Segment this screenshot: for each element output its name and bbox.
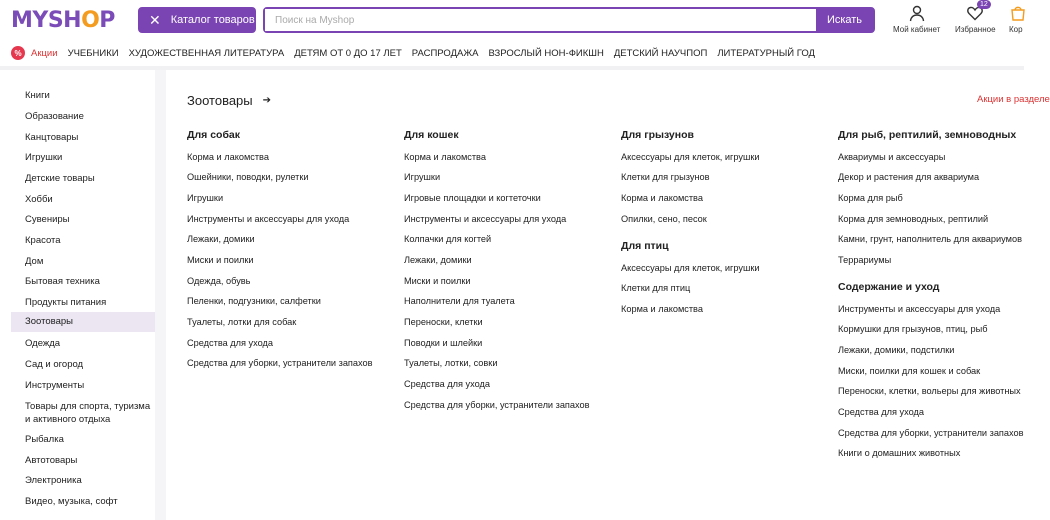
page-title[interactable] bbox=[187, 93, 271, 108]
group-title-dogs[interactable]: Для собак bbox=[187, 129, 241, 141]
top-navigation bbox=[0, 42, 1024, 64]
sidebar-item-books[interactable]: Книги bbox=[25, 90, 50, 101]
sidebar-item-clothes[interactable]: Одежда bbox=[25, 338, 61, 349]
nav-link-kids-science[interactable]: ДЕТСКИЙ НАУЧПОП bbox=[613, 47, 708, 59]
nav-link-sale[interactable]: РАСПРОДАЖА bbox=[411, 47, 479, 59]
category-link[interactable]: Средства для уборки, устранители запахов bbox=[404, 400, 590, 410]
category-link[interactable]: Миски и поилки bbox=[404, 276, 471, 286]
category-link[interactable]: Камни, грунт, наполнитель для аквариумов bbox=[838, 234, 1022, 244]
category-panel bbox=[166, 70, 1050, 520]
group-title-care[interactable]: Содержание и уход bbox=[838, 281, 940, 293]
category-link[interactable]: Игрушки bbox=[187, 193, 224, 203]
close-icon: ✕ bbox=[149, 12, 161, 28]
category-link[interactable]: Переноски, клетки, вольеры для животных bbox=[838, 386, 1021, 396]
nav-link-fiction[interactable]: ХУДОЖЕСТВЕННАЯ ЛИТЕРАТУРА bbox=[128, 47, 285, 59]
sidebar-item-pet-goods[interactable]: Зоотовары bbox=[11, 312, 155, 332]
category-link[interactable]: Корма и лакомства bbox=[404, 152, 486, 162]
category-link[interactable]: Пеленки, подгузники, салфетки bbox=[187, 296, 321, 306]
category-link[interactable]: Декор и растения для аквариума bbox=[838, 172, 980, 182]
category-link[interactable]: Инструменты и аксессуары для ухода bbox=[838, 304, 1001, 314]
category-link[interactable]: Корма для земноводных, рептилий bbox=[838, 214, 989, 224]
logo-text-part2: P bbox=[99, 7, 115, 33]
account-link[interactable] bbox=[893, 4, 940, 34]
category-link[interactable]: Игрушки bbox=[404, 172, 441, 182]
category-link[interactable]: Корма и лакомства bbox=[621, 304, 703, 314]
sidebar-item-sport[interactable]: Товары для спорта, туризма и активного отдыха bbox=[25, 401, 151, 425]
sidebar-item-garden[interactable]: Сад и огород bbox=[25, 359, 84, 370]
category-link[interactable]: Ошейники, поводки, рулетки bbox=[187, 172, 309, 182]
sidebar-item-food[interactable]: Продукты питания bbox=[25, 297, 107, 308]
category-link[interactable]: Инструменты и аксессуары для ухода bbox=[404, 214, 567, 224]
percent-icon: % bbox=[11, 46, 25, 60]
category-link[interactable]: Средства для ухода bbox=[404, 379, 490, 389]
search-button[interactable]: Искать bbox=[816, 9, 873, 31]
category-link[interactable]: Аквариумы и аксессуары bbox=[838, 152, 946, 162]
cart-link[interactable] bbox=[1009, 4, 1027, 34]
search-input[interactable] bbox=[265, 9, 816, 31]
group-title-birds[interactable]: Для птиц bbox=[621, 240, 669, 252]
promo-label: Акции bbox=[31, 47, 58, 59]
sidebar-item-electronics[interactable]: Электроника bbox=[25, 475, 82, 486]
category-sidebar bbox=[0, 70, 166, 520]
category-link[interactable]: Средства для уборки, устранители запахов bbox=[187, 358, 373, 368]
category-link[interactable]: Средства для ухода bbox=[187, 338, 273, 348]
cart-label: Кор bbox=[1009, 25, 1023, 34]
category-link[interactable]: Наполнители для туалета bbox=[404, 296, 515, 306]
account-label: Мой кабинет bbox=[893, 25, 941, 34]
category-link[interactable]: Террариумы bbox=[838, 255, 892, 265]
sidebar-item-kids-goods[interactable]: Детские товары bbox=[25, 173, 95, 184]
group-title-fish-reptiles[interactable]: Для рыб, рептилий, земноводных bbox=[838, 129, 1017, 141]
category-link[interactable]: Корма и лакомства bbox=[621, 193, 703, 203]
category-link[interactable]: Одежда, обувь bbox=[187, 276, 251, 286]
sidebar-panel bbox=[0, 70, 155, 520]
category-link[interactable]: Лежаки, домики bbox=[187, 234, 255, 244]
sidebar-item-fishing[interactable]: Рыбалка bbox=[25, 434, 64, 445]
nav-link-textbooks[interactable]: УЧЕБНИКИ bbox=[67, 47, 119, 59]
category-link[interactable]: Игровые площадки и когтеточки bbox=[404, 193, 541, 203]
category-link[interactable]: Колпачки для когтей bbox=[404, 234, 492, 244]
logo-text-part1: MYSH bbox=[11, 7, 82, 33]
header bbox=[0, 0, 1024, 40]
category-link[interactable]: Инструменты и аксессуары для ухода bbox=[187, 214, 350, 224]
section-promo-link[interactable]: Акции в разделе bbox=[977, 94, 1050, 105]
logo-text-o: O bbox=[81, 7, 100, 33]
category-link[interactable]: Средства для уборки, устранители запахов bbox=[838, 428, 1024, 438]
nav-link-literary-year[interactable]: ЛИТЕРАТУРНЫЙ ГОД bbox=[717, 47, 815, 59]
category-link[interactable]: Клетки для птиц bbox=[621, 283, 691, 293]
group-title-cats[interactable]: Для кошек bbox=[404, 129, 459, 141]
category-link[interactable]: Аксессуары для клеток, игрушки bbox=[621, 152, 760, 162]
sidebar-item-auto[interactable]: Автотовары bbox=[25, 455, 78, 466]
category-link[interactable]: Лежаки, домики, подстилки bbox=[838, 345, 955, 355]
sidebar-item-appliances[interactable]: Бытовая техника bbox=[25, 276, 100, 287]
category-link[interactable]: Лежаки, домики bbox=[404, 255, 472, 265]
promo-link[interactable] bbox=[11, 46, 58, 60]
favorites-link[interactable] bbox=[955, 4, 996, 34]
favorites-count-badge: 12 bbox=[977, 0, 991, 9]
category-link[interactable]: Аксессуары для клеток, игрушки bbox=[621, 263, 760, 273]
category-link[interactable]: Миски и поилки bbox=[187, 255, 254, 265]
category-link[interactable]: Кормушки для грызунов, птиц, рыб bbox=[838, 324, 988, 334]
favorites-label: Избранное bbox=[955, 25, 996, 34]
catalog-button[interactable] bbox=[138, 7, 256, 33]
sidebar-item-beauty[interactable]: Красота bbox=[25, 235, 61, 246]
sidebar-item-souvenirs[interactable]: Сувениры bbox=[25, 214, 70, 225]
user-icon bbox=[908, 4, 926, 22]
category-link[interactable]: Средства для ухода bbox=[838, 407, 924, 417]
sidebar-item-stationery[interactable]: Канцтовары bbox=[25, 132, 79, 143]
category-link[interactable]: Корма и лакомства bbox=[187, 152, 269, 162]
catalog-button-label: Каталог товаров bbox=[170, 14, 255, 26]
sidebar-item-video-music[interactable]: Видео, музыка, софт bbox=[25, 496, 118, 507]
arrow-right-icon: ➔ bbox=[262, 95, 272, 106]
category-link[interactable]: Корма для рыб bbox=[838, 193, 903, 203]
sidebar-item-toys[interactable]: Игрушки bbox=[25, 152, 63, 163]
sidebar-item-education[interactable]: Образование bbox=[25, 111, 84, 122]
category-link[interactable]: Поводки и шлейки bbox=[404, 338, 483, 348]
nav-link-nonfiction[interactable]: ВЗРОСЛЫЙ НОН-ФИКШН bbox=[488, 47, 604, 59]
category-link[interactable]: Туалеты, лотки, совки bbox=[404, 358, 498, 368]
category-link[interactable]: Клетки для грызунов bbox=[621, 172, 710, 182]
category-link[interactable]: Туалеты, лотки для собак bbox=[187, 317, 297, 327]
group-title-rodents[interactable]: Для грызунов bbox=[621, 129, 694, 141]
sidebar-item-home[interactable]: Дом bbox=[25, 256, 44, 267]
sidebar-item-hobby[interactable]: Хобби bbox=[25, 194, 53, 205]
myshop-logo[interactable] bbox=[11, 6, 115, 34]
search-bar bbox=[263, 7, 875, 33]
category-link[interactable]: Книги о домашних животных bbox=[838, 448, 961, 458]
nav-link-kids[interactable]: ДЕТЯМ ОТ 0 ДО 17 ЛЕТ bbox=[294, 47, 402, 59]
page-title-text: Зоотовары bbox=[187, 93, 253, 108]
category-link[interactable]: Переноски, клетки bbox=[404, 317, 483, 327]
sidebar-item-tools[interactable]: Инструменты bbox=[25, 380, 85, 391]
category-link[interactable]: Опилки, сено, песок bbox=[621, 214, 707, 224]
category-link[interactable]: Миски, поилки для кошек и собак bbox=[838, 366, 981, 376]
cart-icon bbox=[1009, 4, 1027, 22]
